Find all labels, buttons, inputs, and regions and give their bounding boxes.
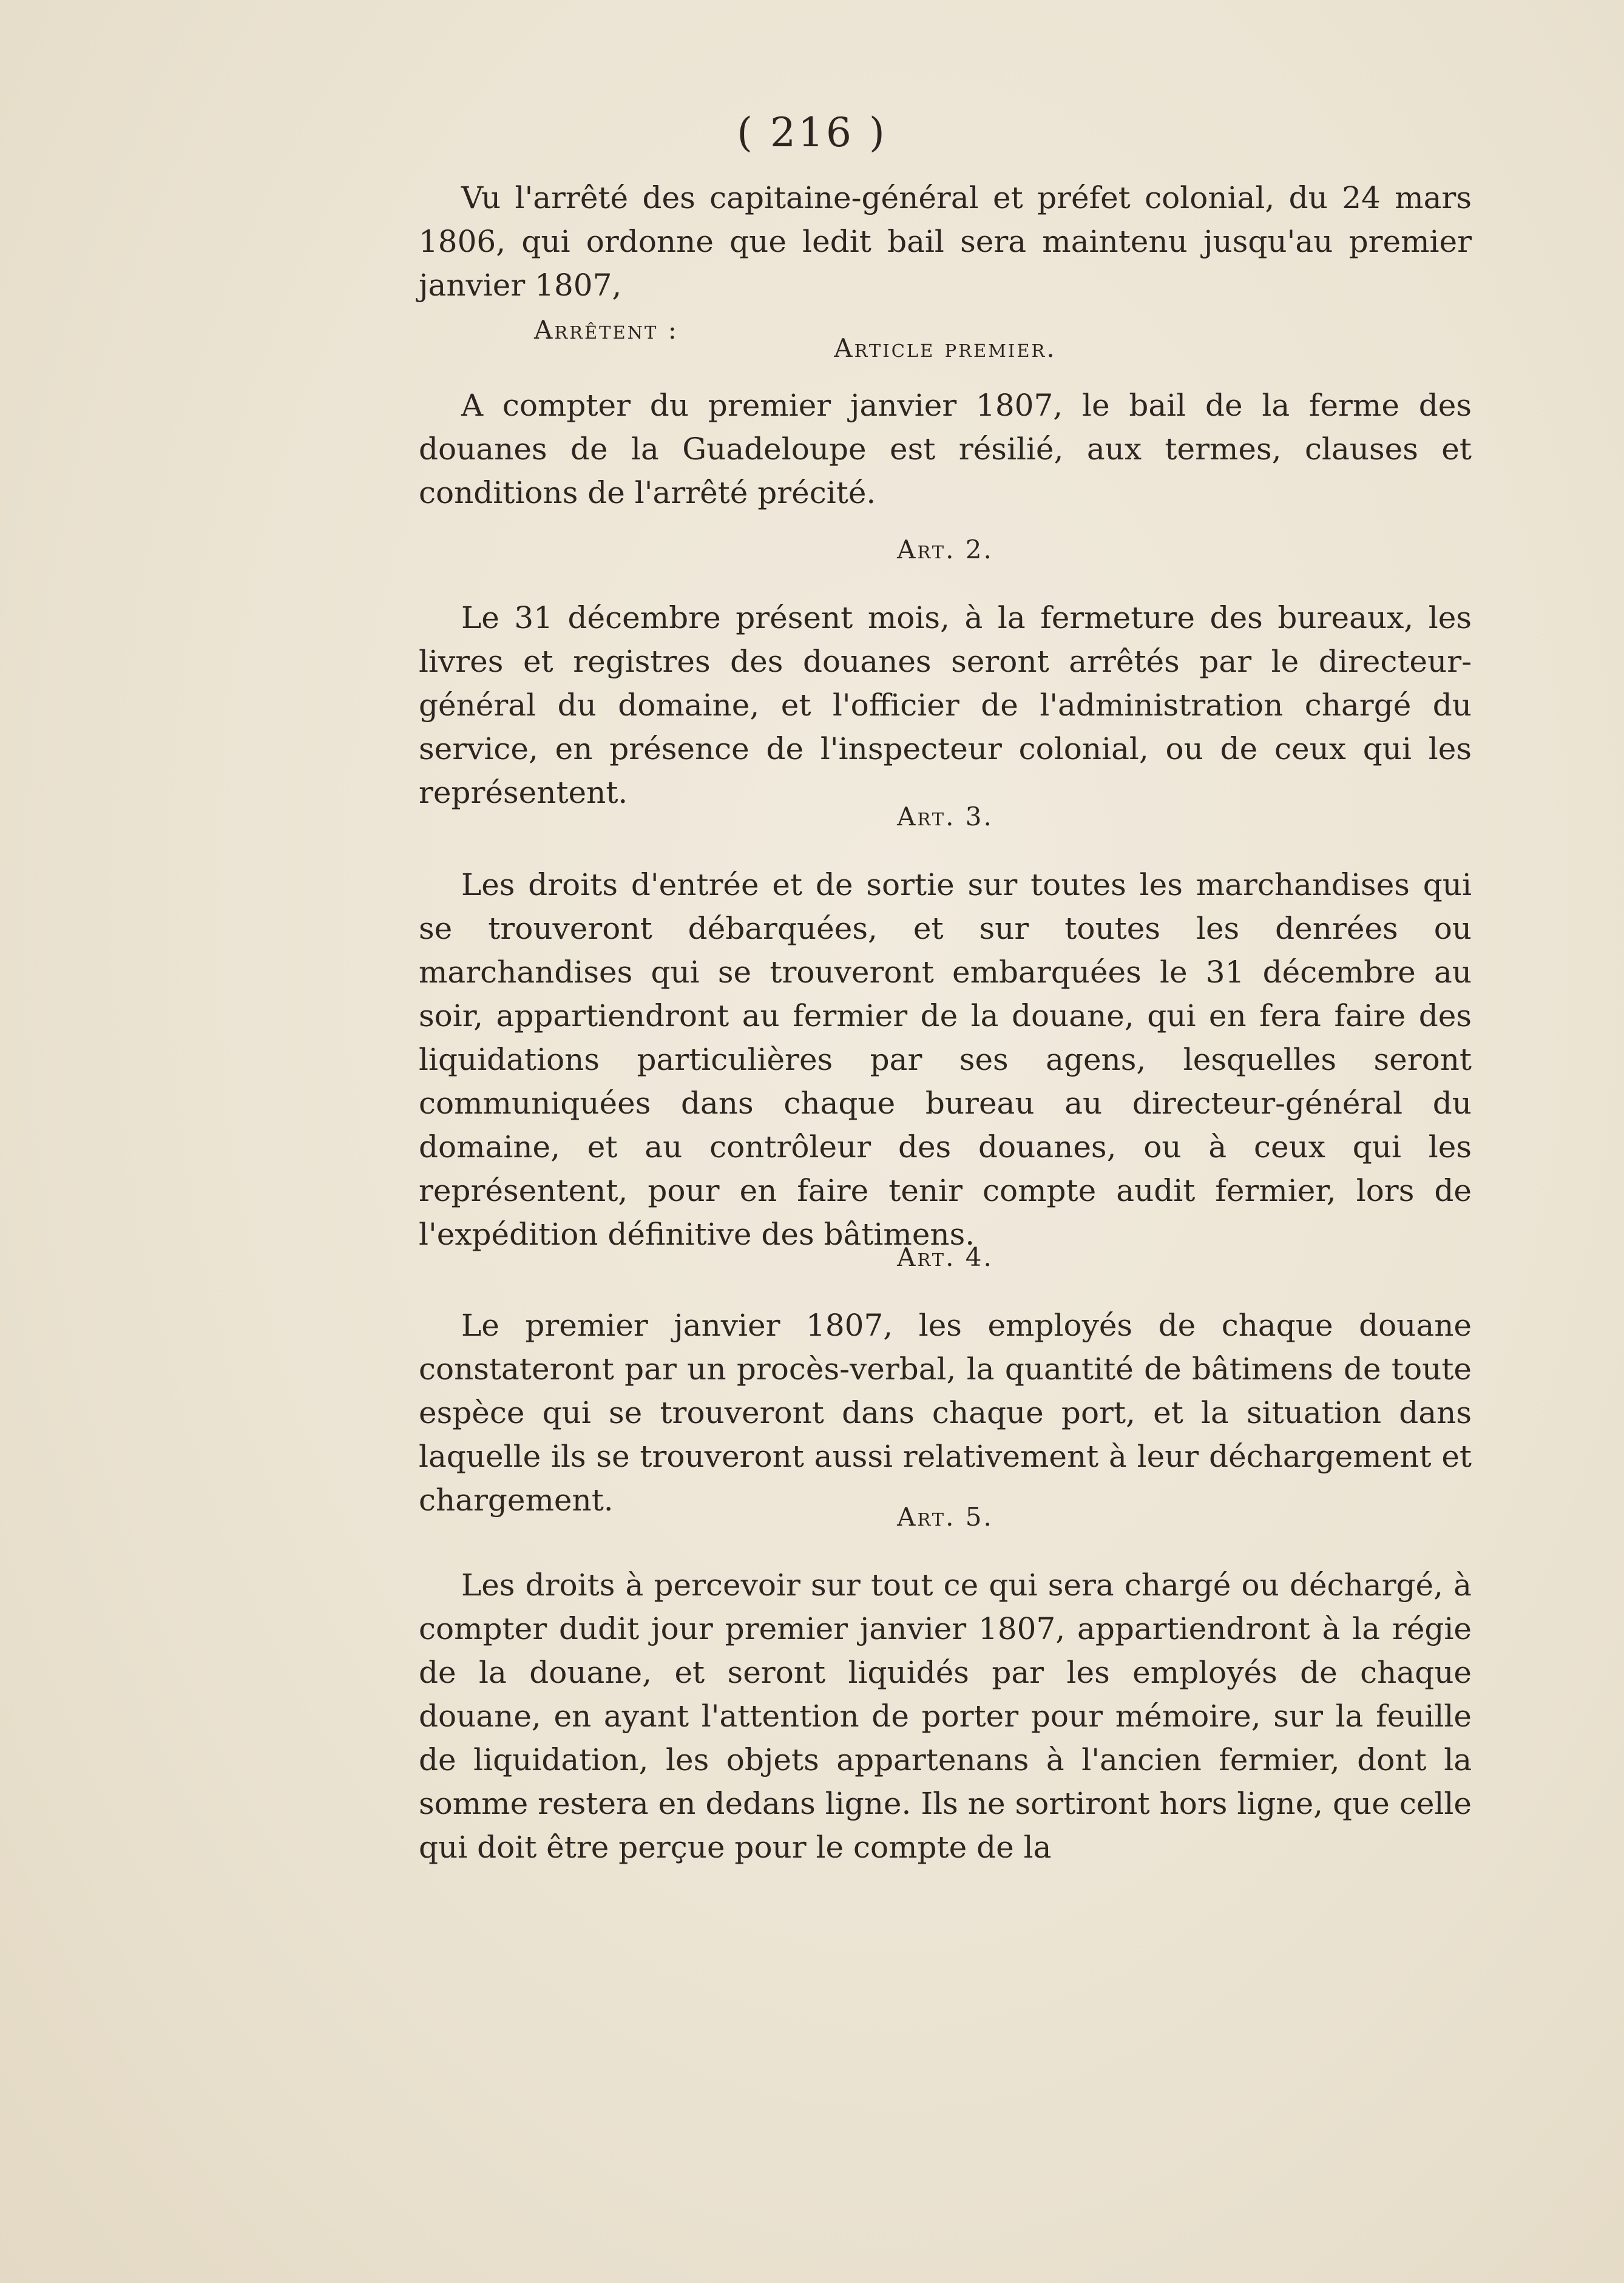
article-1-heading: Article premier. [834,333,1057,363]
article-4-heading: Art. 4. [897,1242,993,1272]
article-2-heading: Art. 2. [897,535,993,564]
intro-block [419,176,1472,352]
intro-paragraph: Vu l'arrêté des capitaine-général et préfet colonial, du 24 mars 1806, qui ordonne que ledit bail sera maintenu jusqu'au premier janvier 1807, [419,180,1472,303]
article-1 [419,326,1472,515]
article-1-text: A compter du premier janvier 1807, le bail de la ferme des douanes de la Guadeloupe est résilié, aux termes, clauses et conditions de l'arrêté précité. [419,388,1472,510]
article-3 [419,795,1472,1256]
article-4 [419,1236,1472,1522]
article-2-text: Le 31 décembre présent mois, à la fermeture des bureaux, les livres et registres des douanes seront arrêtés par le directeur-général du domaine, et l'officier de l'administration chargé du service, en présence de l'inspecteur colonial, ou de ceux qui les représentent. [419,600,1472,810]
page-number: ( 216 ) [737,109,887,156]
article-4-text: Le premier janvier 1807, les employés de chaque douane constateront par un procès-verbal, la quantité de bâtimens de toute espèce qui se trouveront dans chaque port, et la situation dans laquelle ils se trouveront aussi relativement à leur déchargement et chargement. [419,1308,1472,1518]
article-5-heading: Art. 5. [897,1502,993,1532]
article-5 [419,1495,1472,1869]
article-2 [419,528,1472,814]
article-5-text: Les droits à percevoir sur tout ce qui sera chargé ou déchargé, à compter dudit jour premier janvier 1807, appartiendront à la régie de la douane, et seront liquidés par les employés de chaque douane, en ayant l'attention de porter pour mémoire, sur la feuille de liquidation, les objets appartenans à l'ancien fermier, dont la somme restera en dedans ligne. Ils ne sortiront hors ligne, que celle qui doit être perçue pour le compte de la [419,1568,1472,1865]
article-3-text: Les droits d'entrée et de sortie sur toutes les marchandises qui se trouveront débarquées, et sur toutes les denrées ou marchandises qui se trouveront embarquées le 31 décembre au soir, appartiendront au fermier de la douane, qui en fera faire des liquidations particulières par ses agens, lesquelles seront communiquées dans chaque bureau au directeur-général du domaine, et au contrôleur des douanes, ou à ceux qui les représentent, pour en faire tenir compte audit fermier, lors de l'expédition définitive des bâtimens. [419,867,1472,1252]
article-3-heading: Art. 3. [897,802,993,831]
arretent-heading: Arrêtent : [534,315,678,345]
